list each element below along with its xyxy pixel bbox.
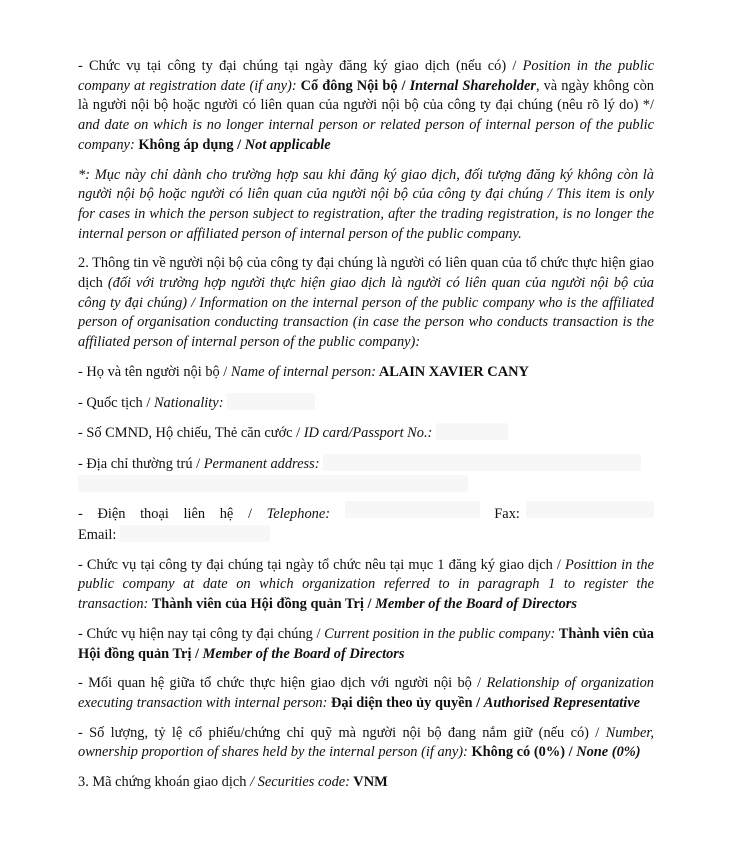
securities-code-paragraph <box>78 773 654 793</box>
redacted-email <box>120 525 270 542</box>
email-row <box>78 525 654 546</box>
text-bold-italic: None (0%) <box>576 744 641 761</box>
id-card-row <box>78 423 654 444</box>
text-bold: Thành viên của Hội đồng quản Trị / <box>148 596 376 613</box>
position-at-registration-paragraph <box>78 57 654 156</box>
text-bold-italic: Authorised Representative <box>483 694 641 711</box>
text-bold: Thành viên của Hội đồng quản Trị / <box>78 625 654 662</box>
nationality-row <box>78 393 654 414</box>
text-en: Current position in the public company: <box>324 625 556 642</box>
telephone-label: Telephone: <box>266 506 331 523</box>
label-en: Name of internal person: <box>230 363 377 380</box>
text: hệ <box>219 506 234 523</box>
document-page <box>78 57 654 793</box>
relationship-paragraph <box>78 674 654 713</box>
text: - Mối quan hệ giữa tổ chức thực hiện giao dịch với người nội bộ / <box>78 675 487 692</box>
text: 2. Thông tin về người nội bộ của công ty đại chúng là người có liên quan của tổ chức thực hiện giao dịch <box>78 255 654 292</box>
redacted-id-number <box>436 423 508 440</box>
label: - Số CMND, Hộ chiếu, Thẻ căn cước / <box>78 425 304 442</box>
label-en: Permanent address: <box>203 455 320 472</box>
internal-person-name-row <box>78 363 654 383</box>
label-en: Nationality: <box>153 394 224 411</box>
securities-code-value: VNM <box>349 774 388 791</box>
text-en: Position in the public company at registration date (if any): <box>78 58 654 94</box>
text: - Số lượng, tỷ lệ cổ phiếu/chứng chỉ quỹ mà người nội bộ đang nắm giữ (nếu có) / <box>78 724 606 741</box>
section-2-heading-paragraph <box>78 254 654 353</box>
current-position-paragraph <box>78 625 654 664</box>
text: 3. Mã chứng khoán giao dịch <box>78 774 247 791</box>
label: - Họ và tên người nội bộ / <box>78 363 231 380</box>
text-en: Relationship of organization executing transaction with internal person: <box>78 675 654 711</box>
text-bold-italic: Not applicable <box>244 136 331 153</box>
position-at-date-paragraph <box>78 556 654 615</box>
redacted-telephone <box>345 501 480 518</box>
redacted-address-line-2 <box>78 475 468 492</box>
fax-group <box>494 501 654 525</box>
text: - <box>78 506 83 523</box>
text-en: (đối với trường hợp người thực hiện giao dịch là người có liên quan của người nội bộ của công ty đại chúng) / Information on the internal person of the public company who is the affiliated person of organisation conducting transaction (in case the person who conducts transaction is the affiliated person of internal person of the public company): <box>78 275 655 351</box>
label: - Địa chỉ thường trú / <box>78 455 204 472</box>
redacted-nationality <box>227 393 315 410</box>
label-en: ID card/Passport No.: <box>303 425 433 442</box>
text-bold: Đại diện theo ủy quyền / <box>327 694 484 711</box>
email-label: Email: <box>78 527 117 544</box>
text: thoại <box>140 506 169 523</box>
text-bold: Không áp dụng / <box>134 136 245 153</box>
text: - Chức vụ tại công ty đại chúng tại ngày đăng ký giao dịch (nếu có) / <box>78 58 523 74</box>
text-en: / Securities code: <box>246 774 350 791</box>
label: - Quốc tịch / <box>78 394 154 411</box>
text-bold-italic: Member of the Board of Directors <box>202 645 405 662</box>
text: liên <box>183 506 206 523</box>
text-en: Posittion in the public company at date on which organization referred to in paragraph 1 to register the transaction: <box>78 556 654 613</box>
footnote-paragraph: *: Mục này chỉ dành cho trường hợp sau khi đăng ký giao dịch, đối tượng đăng ký không còn là người nội bộ hoặc người có liên quan của người nội bộ của công ty đại chúng / This item is only for cases in which the person subject to registration, after the trading registration, is no longer the internal person or affiliated person of internal person of the public company. <box>78 166 654 242</box>
text: - Chức vụ tại công ty đại chúng tại ngày tổ chức nêu tại mục 1 đăng ký giao dịch / <box>78 556 566 573</box>
text-bold: Cổ đông Nội bộ / <box>296 77 410 94</box>
permanent-address-row <box>78 454 654 495</box>
text: , và ngày không còn là người nội bộ hoặc người có liên quan của người nội bộ của công ty đại chúng (nêu rõ lý do) */ <box>78 77 654 114</box>
telephone-fax-email-block <box>78 501 654 545</box>
shareholding-paragraph <box>78 724 654 763</box>
text: Điện <box>97 506 126 523</box>
text-en: and date on which is no longer internal person or related person of internal person of the public company: <box>78 117 654 153</box>
text-en: Number, ownership proportion of shares held by the internal person (if any): <box>78 724 654 761</box>
redacted-fax <box>526 501 654 518</box>
text: - Chức vụ hiện nay tại công ty đại chúng / <box>78 625 325 642</box>
text-bold-italic: Internal Shareholder <box>409 77 536 94</box>
text-bold-italic: Member of the Board of Directors <box>375 596 577 613</box>
text-bold: Không có (0%) / <box>467 744 577 761</box>
text: / <box>247 506 252 523</box>
fax-label: Fax: <box>494 506 520 523</box>
telephone-fax-row <box>78 501 654 525</box>
redacted-address-line-1 <box>323 454 641 471</box>
internal-person-name-value: ALAIN XAVIER CANY <box>376 363 529 380</box>
